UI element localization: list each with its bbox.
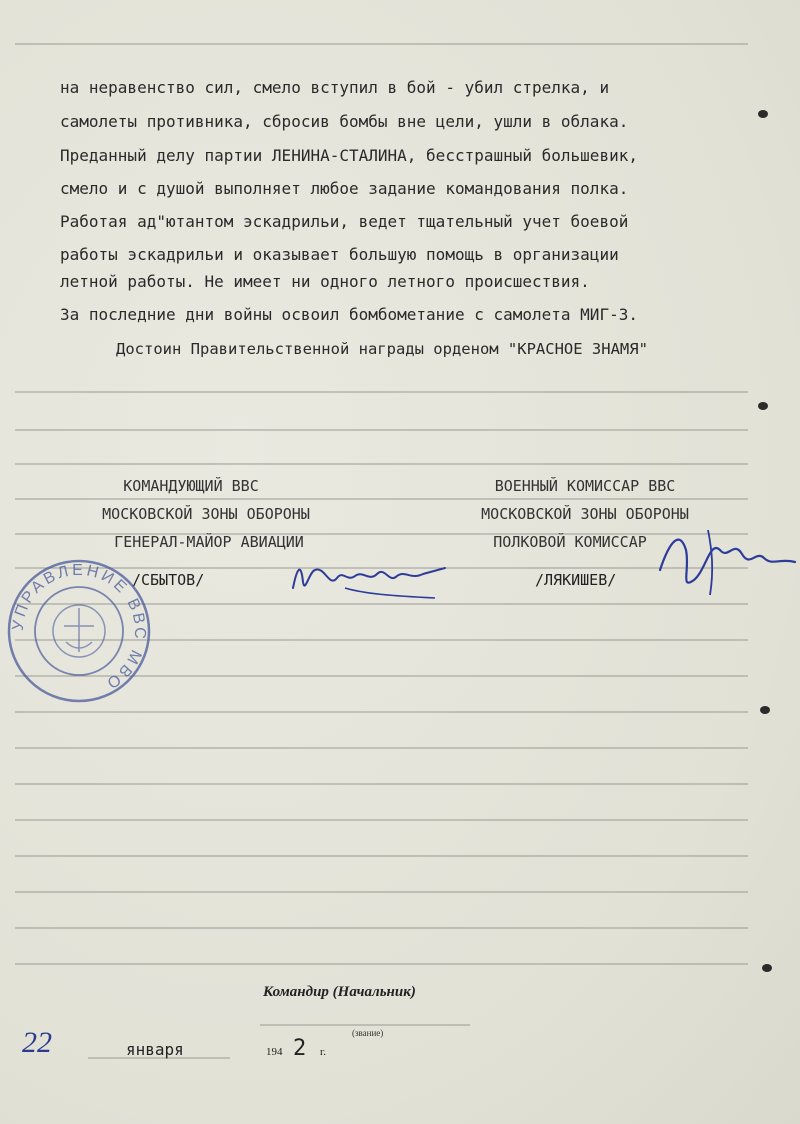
body-line-8: За последние дни войны освоил бомбометание с самолета МИГ-3. [60,305,638,324]
binding-hole [760,706,770,714]
right-signatory-name: /ЛЯКИШЕВ/ [535,571,617,589]
right-handwritten-signature [650,510,800,600]
binding-hole [758,402,768,410]
body-line-3: Преданный делу партии ЛЕНИНА-СТАЛИНА, бесстрашный большевик, [60,146,638,165]
left-signatory-name: /СБЫТОВ/ [132,571,205,589]
right-signatory-rank: ПОЛКОВОЙ КОМИССАР [493,533,647,551]
left-signatory-rank: ГЕНЕРАЛ-МАЙОР АВИАЦИИ [114,533,304,551]
body-line-6: работы эскадрильи и оказывает большую помощь в организации [60,245,619,264]
date-month: января [126,1040,184,1059]
commander-label: Командир (Начальник) [263,984,416,1000]
binding-hole [762,964,772,972]
body-line-7: летной работы. Не имеет ни одного летного происшествия. [60,272,590,291]
body-line-5: Работая ад"ютантом эскадрильи, ведет тщательный учет боевой [60,212,629,231]
binding-hole [758,110,768,118]
conclusion-line: Достоин Правительственной награды орденом "КРАСНОЕ ЗНАМЯ" [116,340,648,358]
right-signatory-zone: МОСКОВСКОЙ ЗОНЫ ОБОРОНЫ [481,505,689,523]
date-year-digit: 2 [293,1036,307,1061]
date-year-suffix: г. [320,1046,327,1058]
right-signatory-title: ВОЕННЫЙ КОМИССАР ВВС [494,477,676,495]
left-signatory [40,476,380,552]
date-day: 22 [22,1026,52,1059]
body-line-2: самолеты противника, сбросив бомбы вне цели, ушли в облака. [60,112,629,131]
date-year-prefix: 194 [266,1046,283,1058]
left-signatory-title: КОМАНДУЮЩИЙ ВВС [123,477,259,495]
left-signatory-zone: МОСКОВСКОЙ ЗОНЫ ОБОРОНЫ [102,505,310,523]
official-round-stamp [4,556,154,706]
rank-caption: (звание) [352,1028,384,1038]
body-line-4: смело и с душой выполняет любое задание командования полка. [60,179,629,198]
body-line-1: на неравенство сил, смело вступил в бой - убил стрелка, и [60,78,610,97]
stamp-text: УПРАВЛЕНИЕ ВВС МВО [9,561,149,693]
left-handwritten-signature [285,548,455,608]
